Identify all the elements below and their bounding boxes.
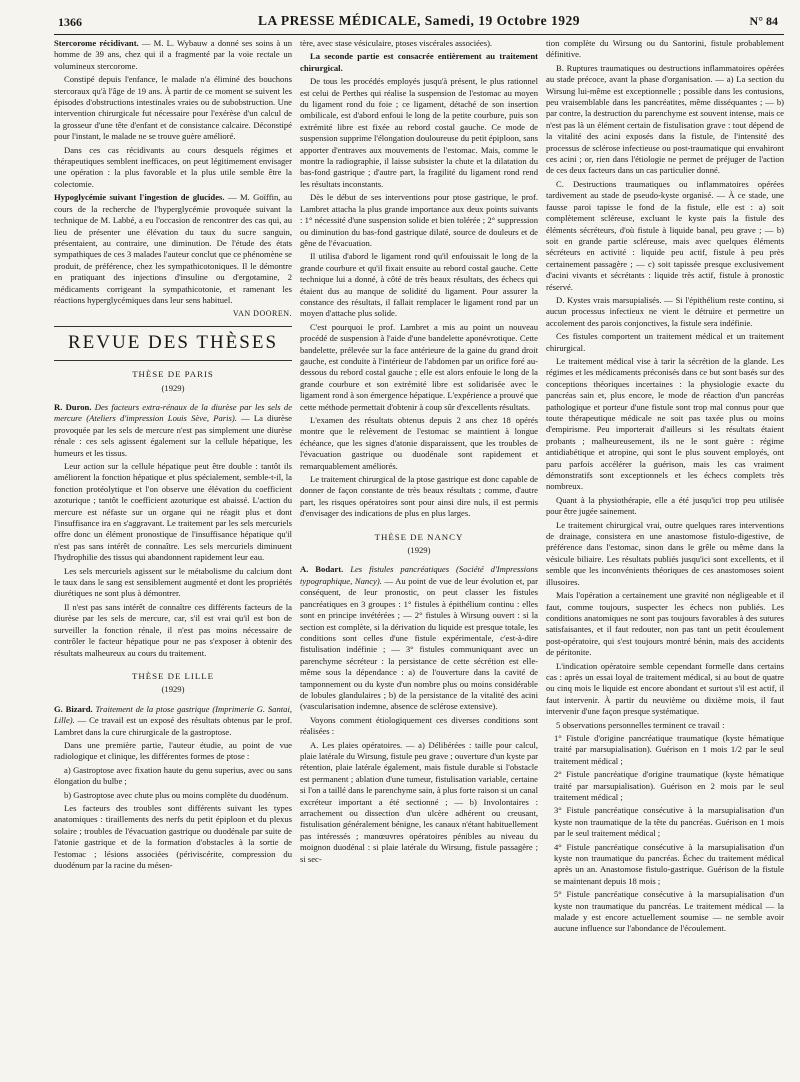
column-2: [300, 38, 538, 1078]
thesis-author: R. Duron.: [54, 401, 92, 412]
paragraph: D. Kystes vrais marsupialisés. — Si l'épithélium reste continu, si aucun processus infectieux ne vient le détruire et permettre un accolement des parois conjonctives, la fistule sera indéfinie.: [546, 294, 784, 328]
paragraph: 5 observations personnelles terminent ce travail :: [556, 719, 725, 730]
paragraph: b) Gastroptose avec chute plus ou moins complète du duodénum.: [64, 789, 289, 800]
paragraph: tère, avec stase vésiculaire, ptoses viscérales associées).: [300, 38, 493, 48]
paragraph: Les sels mercuriels agissent sur le métabolisme du calcium dont le taux dans le sang est sensiblement augmenté et dont les propriétés diurétiques ne sont plus à démontrer.: [54, 565, 292, 599]
paragraph: Il n'est pas sans intérêt de connaître ces différents facteurs de la diurèse par les sels de mercure, car, s'il est vrai qu'il est bon de surveiller la fonction rénale, il n'est pas moins nécessaire de contrôler le facteur hépatique pour ne pas s'exposer à obtenir des résultats malheureux au cours du traitement.: [54, 601, 292, 658]
paragraph: [54, 38, 292, 72]
paragraph: La seconde partie est consacrée entièrement au traitement chirurgical.: [300, 51, 538, 73]
paragraph: L'examen des résultats obtenus depuis 2 ans chez 18 opérés montre que le relèvement de l'estomac se maintient à longue échéance, que les signes d'atonie disparaissent, que les troubles de l'évacuation gastrique ou duodénale sont rapidement et remarquablement améliorés.: [300, 415, 538, 471]
paragraph: Dans ces cas récidivants au cours desquels régimes et thérapeutiques semblent inefficaces, on peut légitimement envisager une opération : la plus favorable et la plus utile semble être la colectomie.: [54, 144, 292, 189]
issue-number: N° 84: [749, 14, 778, 28]
author-signature: VAN DOOREN.: [232, 309, 292, 319]
page-header: [54, 0, 784, 35]
paragraph: Le traitement chirurgical de la ptose gastrique est donc capable de donner de façon constante de très beaux résultats ; comme, d'autre part, les risques opératoires sont pour ainsi dire nuls, il est permis d'envisager des indications de plus en plus larges.: [300, 474, 538, 519]
thesis-heading: THÈSE DE LILLE: [132, 670, 214, 681]
paragraph: a) Gastroptose avec fixation haute du genu superius, avec ou sans élongation du bulbe ;: [54, 764, 292, 787]
paragraph: B. Ruptures traumatiques ou destructions inflammatoires opérées au stade précoce, avant la phase d'organisation. — a) La section du Wirsung lui-même est exceptionnelle ; possible dans les contusions, peu vraisemblable dans les pancréatites, même disséquantes ; — b) par contre, la destruction du parenchyme est souvent intense, mais ce n'est pas là un élément certain de fistulisation grave : tout dépend de la vitalité des acini exposés dans la fistule, de l'intensité des processus de sclérose infectieuse ou post-traumatique qui envahiront ces acini ; or, rien dans l'étiologie ne permet de préjuger de l'action de ces deux facteurs dans un cas particulier donné.: [546, 62, 784, 176]
thesis-author: A. Bodart.: [300, 564, 344, 575]
list-item: 3° Fistule pancréatique consécutive à la marsupialisation d'un kyste non traumatique de la tête du pancréas. Guérison en 1 mois par le seul traitement médical ;: [554, 805, 784, 839]
paragraph: Quant à la physiothérapie, elle a été jusqu'ici trop peu utilisée pour être jugée sainement.: [546, 494, 784, 517]
paragraph: [54, 192, 292, 306]
paragraph-heading: Hypoglycémie suivant l'ingestion de glucides.: [54, 192, 225, 203]
paragraph: Les facteurs des troubles sont différents suivant les types anatomiques : tiraillements des nerfs du petit épiploon et du plexus solaire ; troubles de l'évacuation gastrique ou duodénale par suite de l'atonie gastrique et de la formation d'obstacles à la sortie de l'estomac ; lésions associées (périviscérite, compression du duodénum par la racine du mésen-: [54, 802, 292, 870]
paragraph: Dans une première partie, l'auteur étudie, au point de vue radiologique et clinique, les différentes formes de ptose :: [54, 739, 292, 762]
paragraph: C. Destructions traumatiques ou inflammatoires opérées tardivement au stade de pseudo-kyste organisé. — À ce stade, une fausse paroi tapisse le fond de la fistule, elle est : a) soit complètement scléreuse, excluant le kyste pais la fistule des éléments sécréteurs, d'où fistule à liquide banal, peu grave ; — b) soit en grande partie scléreuse, mais avec quelques éléments sécréteurs en activité : liquide peu actif, fistule à peu près certainement passagère ; — c) soit tapissée presque exclusivement d'acini vivants et sécrétants : liquide très actif, fistule à pronostic réservé.: [546, 178, 784, 292]
thesis-heading: THÈSE DE PARIS: [132, 369, 214, 380]
paragraph-text: — Ce travail est un exposé des résultats obtenus par le prof. Lambret dans la cure chirurgicale de la gastroptose.: [54, 715, 292, 737]
paragraph: Le traitement chirurgical vrai, outre quelques rares interventions de drainage, consistera en une anastomose fistulo-digestive, de préférence dans l'estomac, sinon dans le grêle ou même dans la vésicule biliaire. Les résultats publiés jusqu'ici sont excellents, et il semble que les inconvénients théoriques de ces anastomoses soient illusoires.: [546, 519, 784, 587]
paragraph: L'indication opératoire semble cependant formelle dans certains cas : après un essai loyal de traitement médical, si au bout de quatre ou cinq mois le liquide est encore abondant et surtout s'il est actif, il faut intervenir. À partir du neuvième ou dixième mois, il faut intervenir d'une façon presque systématique.: [546, 660, 784, 717]
list-item: 4° Fistule pancréatique consécutive à la marsupialisation d'un kyste non traumatique du pancréas. Échec du traitement médical après un an. Anastomose fistulo-gastrique. Guérison de la fistule se maintenant depuis 18 mois ;: [554, 841, 784, 886]
article-columns: [54, 38, 784, 1078]
column-1: [54, 38, 292, 1078]
paragraph-text: — M. Goïffin, au cours de la recherche de l'hyperglycémie provoquée suivant la technique de M. Labbé, a eu l'occasion de rencontrer des cas qui, au lieu de présenter une élévation du taux du sucre sanguin, présentaient, au contraire, une diminution. De l'étude des états sympathiques de ces 3 malades l'auteur conclut que ce phénomène se produit, de préférence, chez les sympathicotoniques. Il le démontre en pratiquant des injections d'insuline ou d'ergotamine, 2 médicaments corrigeant la sympathicotonie, et ramenant les réactions hyperglycémiques dans leur sens habituel.: [54, 192, 292, 305]
paragraph-text: — Au point de vue de leur évolution et, par conséquent, de leur pronostic, on peut classer les fistules pancréatiques en 3 groupes : 1° fistules à épithélium continu : elles sont en principe invétérées ; — 2° fistules à Wirsung ouvert : si la section est complète, si la dérivation du liquide est presque totale, les conditions sont celles d'une fistule expérimentale, c'est-à-dire fistulisation indéfinie ; — 3° fistules communiquant avec un parenchyme sécréteur : la persistance de cette sécrétion est elle-même sous la dépendance : a) de l'ouverture dans la cavité de tamponnement ou du kyste d'un nombre plus ou moins considérable de lobules glandulaires ; b) de la persistance de la vitalité des acini (vascularisation indemne, absence de sclérose extensive).: [300, 575, 538, 712]
paragraph: Ces fistules comportent un traitement médical et un traitement chirurgical.: [546, 331, 784, 353]
paragraph: Leur action sur la cellule hépatique peut être double : tantôt ils améliorent la fonction hépatique et plus spécialement, semble-t-il, la fonction protéolytique et l'on observe une élévation du coefficient azoturique ; tantôt le coefficient azoturique est abaissé. L'action du mercure est néfaste sur un organe qui ne réagit plus et dont l'insuffisance ira en s'aggravant. Le traitement par les sels mercuriels offre donc un élément pronostique de l'insuffisance hépatique qu'il n'est pas sans intérêt de connaître. Les sels mercuriels diminuent l'hydrophilie des tissus qui abandonnent rapidement leur eau.: [54, 461, 292, 563]
journal-title: LA PRESSE MÉDICALE, Samedi, 19 Octobre 1929: [257, 13, 581, 28]
list-item: 1° Fistule d'origine pancréatique traumatique (kyste hématique traité par marsupialisation). Guérison en 1 mois 1/2 par le seul traitement médical ;: [554, 732, 784, 766]
paragraph: Il utilisa d'abord le ligament rond qu'il enfouissait le long de la grande courbure et qu'il fixait ensuite au rebord costal gauche. Cette technique lui a donné, à côté de très beaux résultats, des échecs qui étaient dus au manque de solidité du ligament. Pour assurer la constance des résultats, il fallait remplacer le ligament rond par un moyen d'attache plus solide.: [300, 251, 538, 319]
paragraph: C'est pourquoi le prof. Lambret a mis au point un nouveau procédé de suspension à l'aide d'une bandelette aponévrotique. Cette bandelette, prélevée sur la face antérieure de la gaine du grand droit gauche, est conduite à l'intérieur de l'abdomen par un orifice foré au-dessous du rebord costal gauche ; elle est alors enfouie le long de la grande courbure et son extrémité libre est solidarisée avec le ligament rond à son émergence hépatique. L'expérience a prouvé que cette méthode permettait d'obtenir à coup sûr d'excellents résultats.: [300, 321, 538, 412]
paragraph: De tous les procédés employés jusqu'à présent, le plus rationnel est celui de Perthes qui réalise la suspension de l'estomac au moyen du ligament rond du foie ; ce ligament, détaché de son insertion ombilicale, est d'abord enfoui le long de la petite courbure, puis son extrémité libre est fixée au rebord costal gauche. Ce mode de suspension supprime l'élongation douloureuse du petit épiploon, sans apporter d'entraves aux mouvements de l'estomac. Mais, comme le montre la radiographie, il laisse subsister la chute et la dilatation du bas-fond gastrique ; d'autre part, la fragilité du ligament rond rend les résultats inconstants.: [300, 76, 538, 189]
list-item: 2° Fistule pancréatique d'origine traumatique (kyste hématique traité par marsupialisation). Guérison en 2 mois par le seul traitement médical ;: [554, 769, 784, 802]
thesis-title: Traitement de la ptose gastrique (Imprimerie G. Santai, Lille).: [54, 703, 292, 726]
paragraph: A. Les plaies opératoires. — a) Délibérées : taille pour calcul, plaie latérale du Wirsung, fistule peu grave ; ouverture d'un kyste par rétention, plaie latérale également, mais fistule durable si l'obstacle est permanent ; ablation d'une tumeur, fistulisation variable, certaine si l'on a taillé dans le parenchyme sain, à plus forte raison si un canal excréteur important a été sectionné ; — b) Involontaires : arrachement ou dissection d'un ulcère adhérent ou creusant, fistulisation généralement bénigne, les canaux n'étant habituellement pas intéressés ; manœuvres opératoires pénibles au niveau du moignon duodénal : si plaie latérale du Wirsung, fistule passagère ; si sec-: [300, 739, 538, 864]
divider: [54, 326, 292, 327]
paragraph: Constipé depuis l'enfance, le malade n'a éliminé des bouchons stercoraux qu'à l'âge de 19 ans. À partir de ce moment se suivent les épisodes d'obstructions intestinales vraies ou de subobstruction. Une intervention chirurgicale fut nécessaire pour l'exérèse d'un calcul de la grosseur d'une tête d'enfant et de consistance calcaire. Déconstipé pour l'instant, le malade ne se trouve guère amélioré.: [54, 74, 292, 142]
thesis-title: Les fistules pancréatiques (Société d'Impressions typographique, Nancy).: [300, 564, 538, 586]
section-title: REVUE DES THÈSES: [67, 331, 279, 353]
paragraph: tion complète du Wirsung ou du Santorini, fistule probablement définitive.: [546, 38, 784, 60]
thesis-title: Des facteurs extra-rénaux de la diurèse par les sels de mercure (Ateliers d'impression Louis Sève, Paris).: [54, 401, 292, 424]
paragraph: [54, 704, 292, 738]
thesis-author: G. Bizard.: [54, 703, 93, 714]
paragraph: [54, 402, 292, 459]
thesis-year: (1929): [407, 545, 431, 556]
paragraph: Le traitement médical vise à tarir la sécrétion de la glande. Les régimes et les médicaments préconisés dans ce but sont basés sur des conceptions théoriques incertaines : la physiologie exacte du pancréas sain et, plus encore, le mode de réaction d'un pancréas pathologique et porteur d'une fistule sont trop mal connus pour que toute thérapeutique médicale ne soit pas taxée plus ou moins d'empirisme. Peu importerait d'ailleurs si les résultats étaient probants ; malheureusement, ils ne le sont guère : régime antidiabétique et atropine, qui sont le plus souvent employés, ont paru parfois accélérer la guérison, mais les cas vraiment démonstratifs sont exceptionnels et les échecs complets très nombreux.: [546, 355, 784, 492]
paragraph-text: — M. L. Wybauw a donné ses soins à un homme de 39 ans, chez qui il a fragmenté par la voie rectale un volumineux stercorome.: [54, 38, 292, 71]
paragraph: Mais l'opération a certainement une gravité non négligeable et il faut, comme toujours, suspecter les échecs non publiés. Les conditions anatomiques ne sont pas toujours favorables à des sutures satisfaisantes, et il faut redouter, non pas tant un petit écoulement post-opératoire, qui s'est toujours montré bénin, mais des accidents de péritonite.: [546, 590, 784, 658]
list-item: 5° Fistule pancréatique consécutive à la marsupialisation d'un kyste non traumatique du pancréas. Le traitement médical — la malade y est encore actuellement soumise — ne semble avoir aucune influence sur l'abondance de l'écoulement.: [554, 889, 784, 934]
paragraph-text: — La diurèse provoquée par les sels de mercure n'est pas simplement une diurèse rénale : ces sels agissent également sur la cellule hépatique, les humeurs et les tissus.: [54, 413, 292, 458]
thesis-year: (1929): [161, 684, 185, 695]
paragraph: [300, 564, 538, 712]
thesis-heading: THÈSE DE NANCY: [374, 531, 464, 542]
page-number: 1366: [58, 15, 82, 29]
divider: [54, 360, 292, 361]
paragraph: Voyons comment étiologiquement ces diverses conditions sont réalisées :: [300, 714, 538, 737]
column-3: [546, 38, 784, 1078]
paragraph: Dès le début de ses interventions pour ptose gastrique, le prof. Lambret attacha la plus grande importance aux deux points suivants : 1° nécessité d'une suspension solide et bien tolérée ; 2° suppression ou diminution du bas-fond gastrique dilaté, source de douleurs et de gêne de l'évacuation.: [300, 192, 538, 248]
paragraph-heading: Stercorome récidivant.: [54, 38, 139, 48]
thesis-year: (1929): [161, 382, 185, 393]
